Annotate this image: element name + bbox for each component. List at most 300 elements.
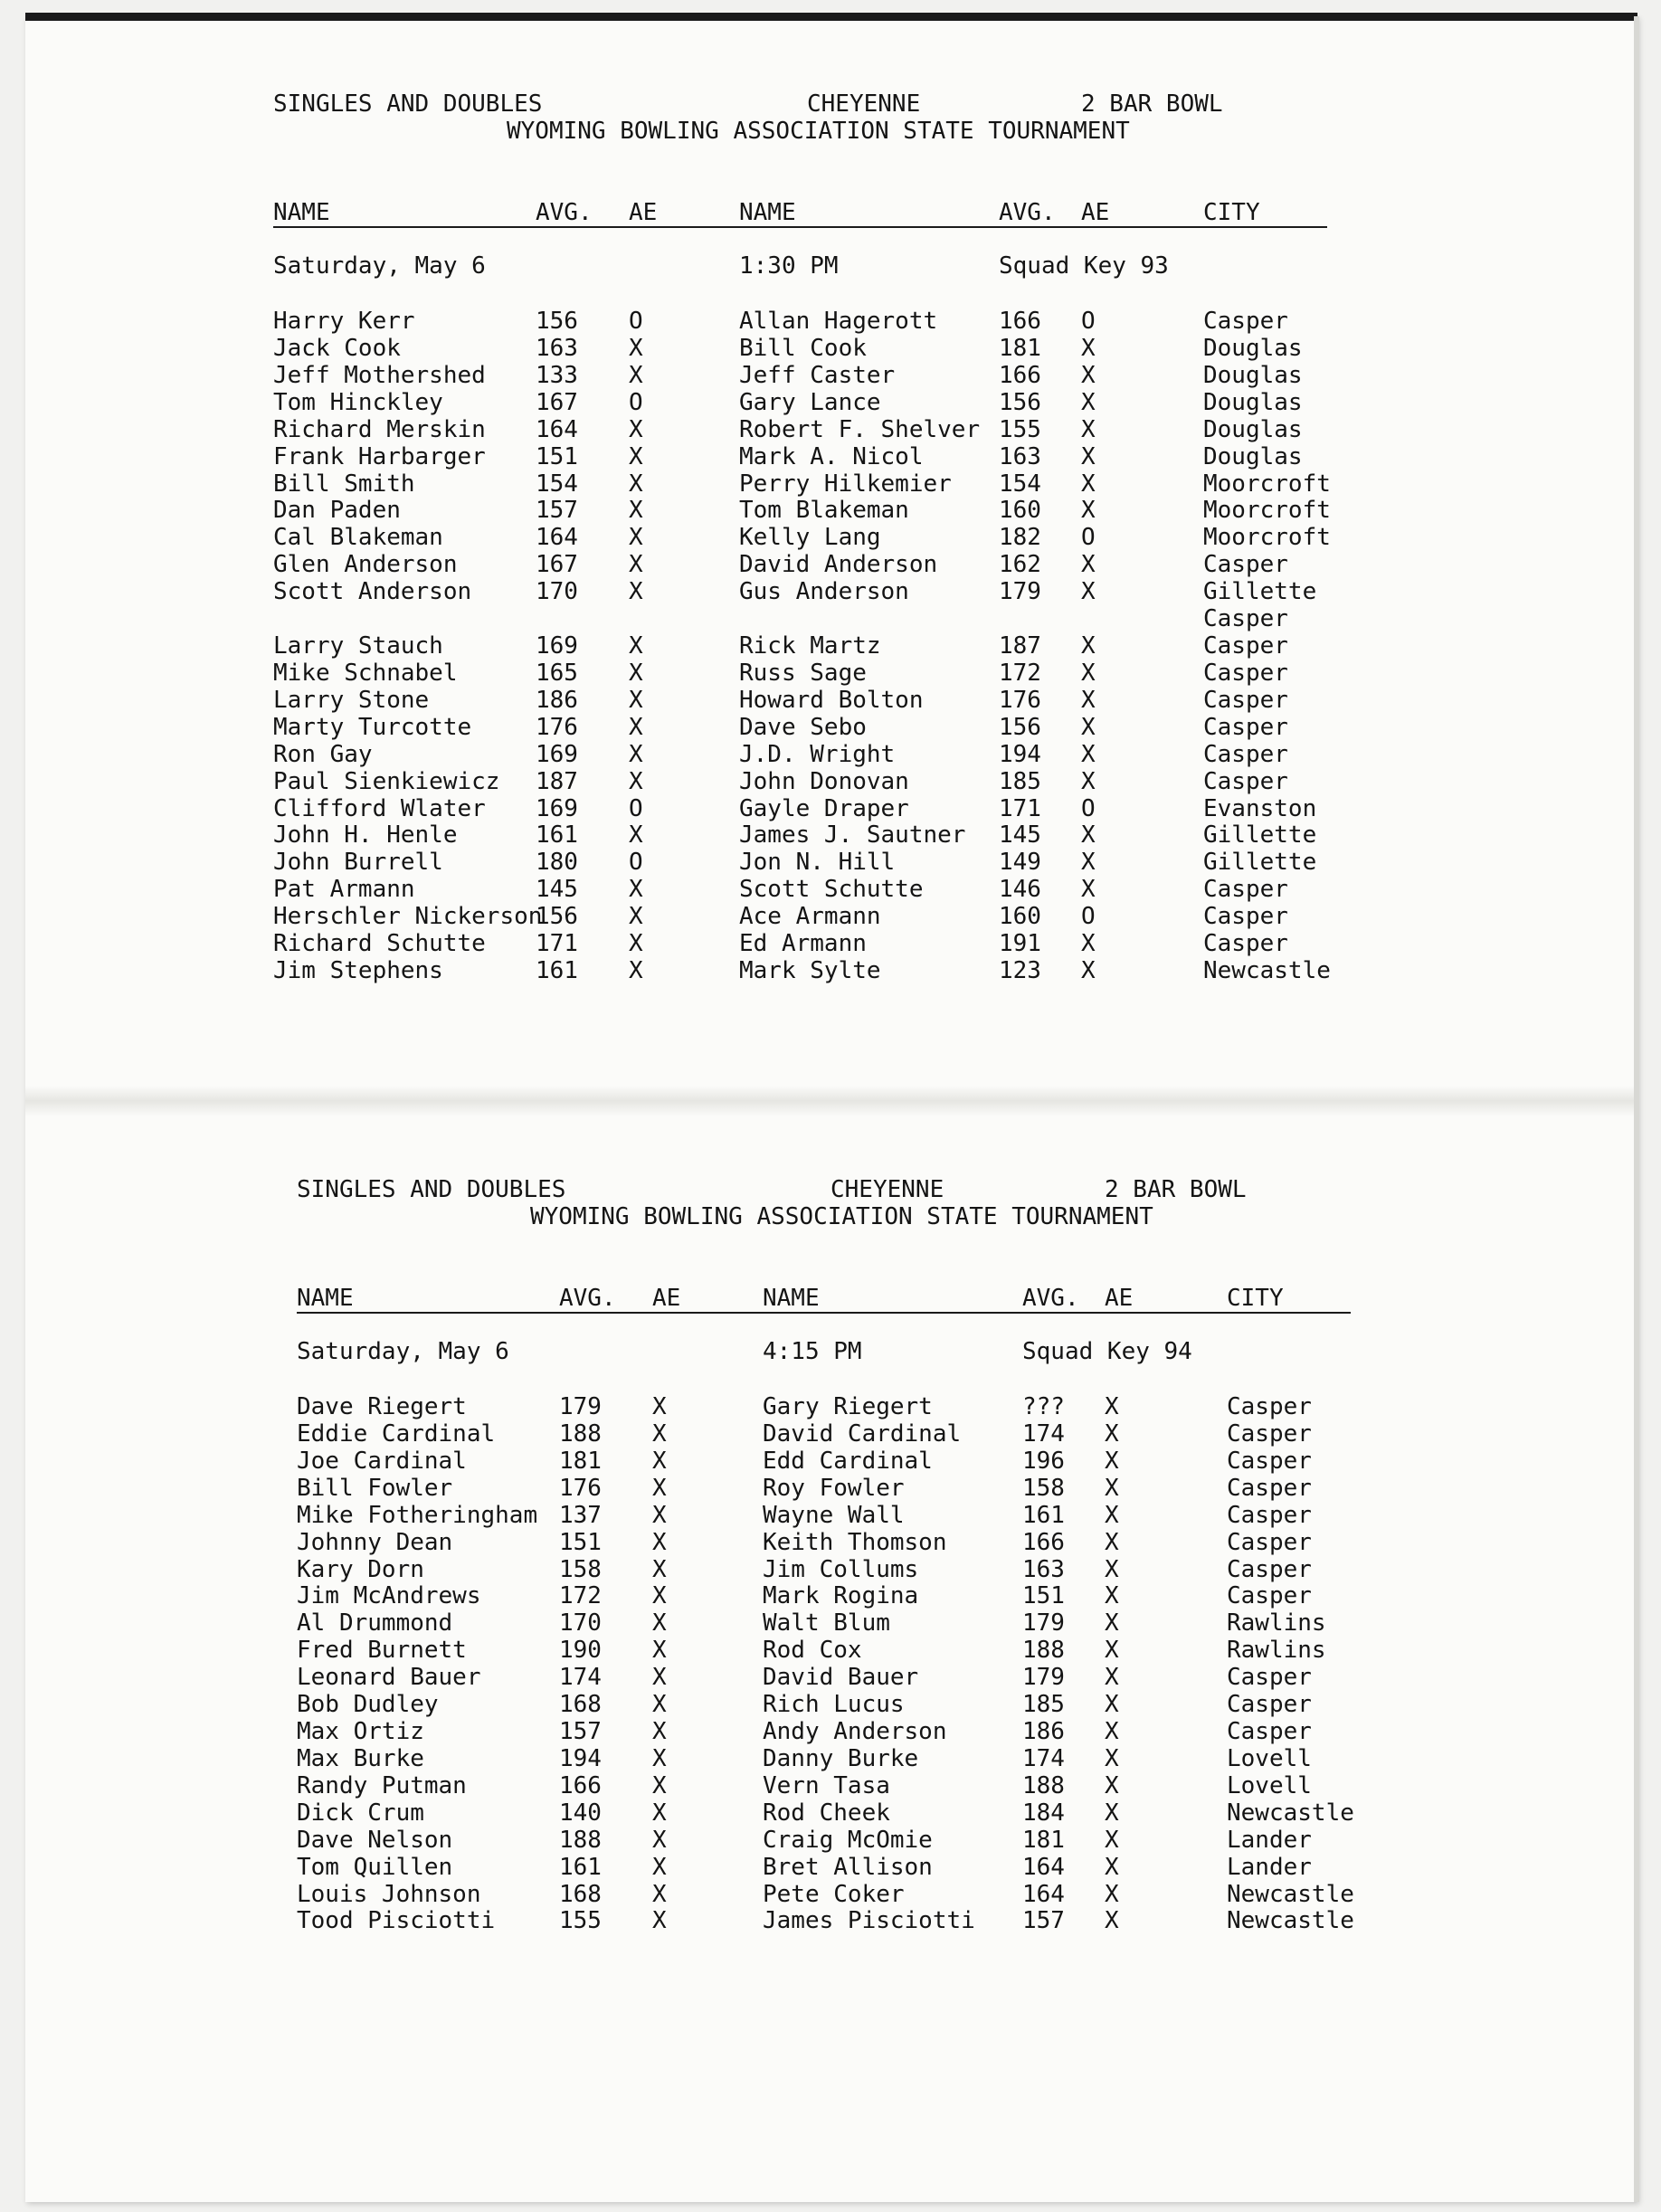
cell-n2: Andy Anderson xyxy=(763,1718,947,1746)
cell-a2: 145 xyxy=(999,821,1041,850)
cell-e1: X xyxy=(652,1419,667,1448)
cell-e1: O xyxy=(629,388,643,416)
table-row xyxy=(297,1556,1473,1583)
tournament-title: WYOMING BOWLING ASSOCIATION STATE TOURNAMENT xyxy=(530,1203,1153,1230)
cell-n1: Dick Crum xyxy=(297,1799,424,1827)
cell-n2: David Bauer xyxy=(763,1664,919,1692)
cell-n1: Mike Fotheringham xyxy=(297,1501,538,1529)
cell-a2: 194 xyxy=(999,740,1041,768)
cell-a1: 165 xyxy=(536,659,578,687)
cell-a1: 167 xyxy=(536,551,578,579)
cell-n1: Cal Blakeman xyxy=(273,524,443,552)
table-row xyxy=(273,308,1449,335)
column-header-avg1: AVG. xyxy=(536,199,593,226)
cell-city: Casper xyxy=(1227,1555,1312,1583)
cell-a2: 166 xyxy=(999,361,1041,389)
cell-e1: O xyxy=(629,849,643,877)
cell-a2: 156 xyxy=(999,388,1041,416)
cell-n2: James J. Sautner xyxy=(739,821,966,850)
cell-a1: 140 xyxy=(559,1799,602,1827)
cell-city: Lander xyxy=(1227,1853,1312,1881)
squad-info xyxy=(273,252,1449,280)
cell-n1: Dave Riegert xyxy=(297,1393,467,1420)
table-row xyxy=(297,1907,1473,1934)
cell-a2: 179 xyxy=(1022,1609,1065,1638)
cell-e2: X xyxy=(1081,442,1096,470)
cell-n1: Tood Pisciotti xyxy=(297,1907,496,1935)
cell-a2: 156 xyxy=(999,713,1041,741)
cell-e1: X xyxy=(652,1637,667,1665)
cell-city: Moorcroft xyxy=(1203,497,1331,525)
cell-a2: 166 xyxy=(1022,1528,1065,1556)
cell-e1: X xyxy=(629,551,643,579)
cell-a1: 169 xyxy=(536,740,578,768)
cell-e2: X xyxy=(1105,1907,1119,1935)
cell-city: Casper xyxy=(1227,1718,1312,1746)
cell-e2: X xyxy=(1081,957,1096,985)
table-row xyxy=(297,1448,1473,1475)
cell-a2: 149 xyxy=(999,849,1041,877)
cell-n1: Frank Harbarger xyxy=(273,442,486,470)
cell-a1: 164 xyxy=(536,415,578,443)
cell-a1: 164 xyxy=(536,524,578,552)
cell-e1: O xyxy=(629,308,643,335)
cell-e2: X xyxy=(1081,876,1096,904)
table-row xyxy=(273,930,1449,957)
cell-e2: X xyxy=(1081,930,1096,958)
cell-e1: X xyxy=(652,1528,667,1556)
column-header-name2: NAME xyxy=(739,199,796,226)
cell-n2: Russ Sage xyxy=(739,659,867,687)
squad-time: 4:15 PM xyxy=(763,1338,862,1365)
cell-city: Casper xyxy=(1227,1664,1312,1692)
column-header-ae1: AE xyxy=(652,1285,681,1312)
cell-a1: 163 xyxy=(536,334,578,362)
cell-n1: John H. Henle xyxy=(273,821,458,850)
cell-a2: 181 xyxy=(999,334,1041,362)
cell-n1: Paul Sienkiewicz xyxy=(273,767,500,795)
cell-n2: Vern Tasa xyxy=(763,1771,890,1799)
cell-city: Casper xyxy=(1203,740,1288,768)
cell-n2: Rick Martz xyxy=(739,632,881,660)
cell-e2: O xyxy=(1081,903,1096,931)
cell-a1: 145 xyxy=(536,876,578,904)
cell-e2: X xyxy=(1105,1419,1119,1448)
cell-e1: X xyxy=(652,1447,667,1475)
cell-e1: X xyxy=(629,903,643,931)
cell-e1: X xyxy=(652,1501,667,1529)
cell-city: Evanston xyxy=(1203,794,1317,822)
table-row xyxy=(273,389,1449,416)
cell-e2: X xyxy=(1081,686,1096,714)
table-row xyxy=(273,335,1449,362)
cell-n1: Kary Dorn xyxy=(297,1555,424,1583)
cell-n2: Tom Blakeman xyxy=(739,497,909,525)
cell-a1: 161 xyxy=(559,1853,602,1881)
cell-n2: J.D. Wright xyxy=(739,740,896,768)
cell-n1: Louis Johnson xyxy=(297,1880,481,1908)
column-header-ae2: AE xyxy=(1105,1285,1134,1312)
cell-e1: X xyxy=(652,1691,667,1719)
cell-city: Douglas xyxy=(1203,415,1303,443)
cell-e2: X xyxy=(1105,1744,1119,1772)
table-row xyxy=(273,768,1449,795)
cell-a2: 151 xyxy=(1022,1582,1065,1610)
cell-a2: 179 xyxy=(999,578,1041,606)
event-location: CHEYENNE xyxy=(807,90,921,118)
cell-a1: 154 xyxy=(536,470,578,498)
cell-e2: X xyxy=(1081,578,1096,606)
cell-e2: X xyxy=(1105,1664,1119,1692)
cell-a2: 196 xyxy=(1022,1447,1065,1475)
cell-city: Casper xyxy=(1203,659,1288,687)
cell-e1: X xyxy=(629,957,643,985)
cell-e1: X xyxy=(629,632,643,660)
cell-n2: Gayle Draper xyxy=(739,794,909,822)
cell-e2: X xyxy=(1105,1637,1119,1665)
cell-e2: O xyxy=(1081,524,1096,552)
squad-key: Squad Key 93 xyxy=(999,252,1169,280)
event-venue: 2 BAR BOWL xyxy=(1105,1176,1247,1203)
cell-city: Casper xyxy=(1227,1528,1312,1556)
cell-e1: X xyxy=(652,1771,667,1799)
cell-e1: X xyxy=(629,578,643,606)
cell-e1: X xyxy=(629,659,643,687)
table-row xyxy=(297,1393,1473,1420)
cell-e1: X xyxy=(652,1393,667,1420)
cell-a2: 158 xyxy=(1022,1474,1065,1502)
table-row xyxy=(273,821,1449,849)
cell-n2: Mark Rogina xyxy=(763,1582,919,1610)
cell-city: Casper xyxy=(1203,903,1288,931)
cell-a1: 155 xyxy=(559,1907,602,1935)
squad-date: Saturday, May 6 xyxy=(273,252,486,280)
table-row xyxy=(297,1772,1473,1799)
cell-a1: 151 xyxy=(559,1528,602,1556)
cell-a1: 157 xyxy=(536,497,578,525)
cell-n1: Ron Gay xyxy=(273,740,373,768)
cell-n2: David Anderson xyxy=(739,551,938,579)
cell-a2: 184 xyxy=(1022,1799,1065,1827)
cell-n1: Dave Nelson xyxy=(297,1826,453,1854)
cell-n2: James Pisciotti xyxy=(763,1907,975,1935)
column-header-name1: NAME xyxy=(297,1285,354,1312)
page-fold xyxy=(25,1086,1637,1116)
cell-a1: 137 xyxy=(559,1501,602,1529)
cell-n1: Glen Anderson xyxy=(273,551,458,579)
cell-e2: X xyxy=(1081,740,1096,768)
cell-n2: Bill Cook xyxy=(739,334,867,362)
cell-a2: 188 xyxy=(1022,1771,1065,1799)
cell-a2: 123 xyxy=(999,957,1041,985)
cell-a1: 174 xyxy=(559,1664,602,1692)
cell-n1: Tom Quillen xyxy=(297,1853,453,1881)
cell-city: Casper xyxy=(1227,1582,1312,1610)
cell-city: Rawlins xyxy=(1227,1609,1326,1638)
cell-city: Casper xyxy=(1203,308,1288,335)
cell-n1: John Burrell xyxy=(273,849,443,877)
cell-a2: 163 xyxy=(999,442,1041,470)
cell-n1: Johnny Dean xyxy=(297,1528,453,1556)
cell-n1: Bill Fowler xyxy=(297,1474,453,1502)
squad-date: Saturday, May 6 xyxy=(297,1338,509,1365)
cell-e2: X xyxy=(1105,1555,1119,1583)
cell-e2: X xyxy=(1081,388,1096,416)
cell-e1: X xyxy=(652,1555,667,1583)
cell-e1: X xyxy=(652,1744,667,1772)
cell-n1: Jim Stephens xyxy=(273,957,443,985)
table-row xyxy=(273,957,1449,984)
cell-e1: X xyxy=(652,1880,667,1908)
cell-e2: X xyxy=(1105,1474,1119,1502)
cell-a2: 179 xyxy=(1022,1664,1065,1692)
column-header-name2: NAME xyxy=(763,1285,820,1312)
cell-a2: 174 xyxy=(1022,1419,1065,1448)
page-edge xyxy=(1634,16,1639,2202)
cell-n1: Jeff Mothershed xyxy=(273,361,486,389)
table-row xyxy=(273,551,1449,578)
cell-n2: Craig McOmie xyxy=(763,1826,933,1854)
cell-a2: 166 xyxy=(999,308,1041,335)
cell-e2: X xyxy=(1081,821,1096,850)
cell-a1: 133 xyxy=(536,361,578,389)
cell-e1: X xyxy=(629,767,643,795)
cell-n2: Rich Lucus xyxy=(763,1691,905,1719)
cell-n1: Leonard Bauer xyxy=(297,1664,481,1692)
cell-a1: 186 xyxy=(536,686,578,714)
cell-e2: X xyxy=(1105,1771,1119,1799)
cell-a1: 180 xyxy=(536,849,578,877)
cell-e2: X xyxy=(1105,1691,1119,1719)
cell-a2: 162 xyxy=(999,551,1041,579)
table-row xyxy=(297,1881,1473,1908)
cell-city: Newcastle xyxy=(1227,1880,1354,1908)
column-header-city: CITY xyxy=(1203,199,1260,226)
cell-e1: X xyxy=(629,524,643,552)
cell-city: Gillette xyxy=(1203,821,1317,850)
cell-n2: Keith Thomson xyxy=(763,1528,947,1556)
cell-a1: 161 xyxy=(536,821,578,850)
cell-a1: 156 xyxy=(536,308,578,335)
cell-e1: X xyxy=(629,713,643,741)
cell-e2: X xyxy=(1105,1501,1119,1529)
cell-city: Newcastle xyxy=(1203,957,1331,985)
cell-e1: X xyxy=(629,686,643,714)
cell-e2: O xyxy=(1081,794,1096,822)
cell-n1: Tom Hinckley xyxy=(273,388,443,416)
cell-n1: Eddie Cardinal xyxy=(297,1419,496,1448)
cell-e1: X xyxy=(629,442,643,470)
cell-e1: X xyxy=(652,1664,667,1692)
table-row xyxy=(297,1502,1473,1529)
table-row xyxy=(273,795,1449,822)
cell-city: Casper xyxy=(1203,605,1288,633)
cell-n2: Gary Lance xyxy=(739,388,881,416)
table-row xyxy=(273,660,1449,687)
cell-n1: Scott Anderson xyxy=(273,578,472,606)
table-row xyxy=(273,443,1449,470)
cell-e1: X xyxy=(652,1609,667,1638)
cell-n1: Mike Schnabel xyxy=(273,659,458,687)
cell-a2: 164 xyxy=(1022,1880,1065,1908)
cell-n1: Joe Cardinal xyxy=(297,1447,467,1475)
cell-e1: X xyxy=(629,930,643,958)
column-header-city: CITY xyxy=(1227,1285,1284,1312)
cell-n2: Danny Burke xyxy=(763,1744,919,1772)
cell-e2: X xyxy=(1081,334,1096,362)
top-edge-line xyxy=(25,13,1637,21)
cell-n2: Allan Hagerott xyxy=(739,308,938,335)
tournament-header xyxy=(297,1203,1473,1230)
cell-a1: 168 xyxy=(559,1691,602,1719)
cell-city: Casper xyxy=(1203,930,1288,958)
cell-city: Douglas xyxy=(1203,361,1303,389)
cell-n2: David Cardinal xyxy=(763,1419,962,1448)
table-row xyxy=(297,1529,1473,1556)
cell-a1: 169 xyxy=(536,794,578,822)
cell-n2: Mark Sylte xyxy=(739,957,881,985)
column-header-avg2: AVG. xyxy=(999,199,1056,226)
cell-n2: Jeff Caster xyxy=(739,361,896,389)
cell-a1: 176 xyxy=(536,713,578,741)
cell-n1: Bob Dudley xyxy=(297,1691,439,1719)
cell-n2: Ed Armann xyxy=(739,930,867,958)
cell-e1: X xyxy=(652,1853,667,1881)
cell-city: Moorcroft xyxy=(1203,524,1331,552)
cell-a1: 157 xyxy=(559,1718,602,1746)
cell-a1: 158 xyxy=(559,1555,602,1583)
cell-n2: Jon N. Hill xyxy=(739,849,896,877)
cell-n1: Herschler Nickerson xyxy=(273,903,543,931)
cell-n2: Scott Schutte xyxy=(739,876,924,904)
cell-n1: Bill Smith xyxy=(273,470,415,498)
cell-city: Rawlins xyxy=(1227,1637,1326,1665)
table-row xyxy=(273,903,1449,930)
cell-city: Casper xyxy=(1227,1447,1312,1475)
cell-n1: Jim McAndrews xyxy=(297,1582,481,1610)
cell-e1: X xyxy=(652,1799,667,1827)
cell-n2: Rod Cheek xyxy=(763,1799,890,1827)
cell-a2: 172 xyxy=(999,659,1041,687)
table-row xyxy=(297,1745,1473,1772)
cell-city: Lovell xyxy=(1227,1771,1312,1799)
table-row xyxy=(297,1827,1473,1854)
cell-city: Casper xyxy=(1203,767,1288,795)
tournament-header xyxy=(273,118,1449,145)
column-headers xyxy=(273,199,1449,226)
cell-e1: O xyxy=(629,794,643,822)
table-row xyxy=(273,849,1449,876)
cell-e1: X xyxy=(629,361,643,389)
cell-e2: X xyxy=(1105,1528,1119,1556)
cell-n2: Wayne Wall xyxy=(763,1501,905,1529)
cell-a2: 161 xyxy=(1022,1501,1065,1529)
table-row xyxy=(297,1609,1473,1637)
cell-n1: Max Ortiz xyxy=(297,1718,424,1746)
cell-a2: 185 xyxy=(999,767,1041,795)
cell-a2: 154 xyxy=(999,470,1041,498)
cell-city: Moorcroft xyxy=(1203,470,1331,498)
cell-a1: 187 xyxy=(536,767,578,795)
cell-a1: 170 xyxy=(536,578,578,606)
table-row xyxy=(297,1420,1473,1448)
cell-e1: X xyxy=(652,1907,667,1935)
cell-e1: X xyxy=(629,497,643,525)
cell-a2: 160 xyxy=(999,903,1041,931)
column-header-name1: NAME xyxy=(273,199,330,226)
cell-n2: Bret Allison xyxy=(763,1853,933,1881)
cell-city: Douglas xyxy=(1203,334,1303,362)
cell-e2: O xyxy=(1081,308,1096,335)
table-row xyxy=(297,1718,1473,1745)
cell-a1: 179 xyxy=(559,1393,602,1420)
cell-e2: X xyxy=(1081,659,1096,687)
cell-n2: Gary Riegert xyxy=(763,1393,933,1420)
table-row xyxy=(297,1582,1473,1609)
table-row xyxy=(273,470,1449,498)
cell-a2: 160 xyxy=(999,497,1041,525)
table-row xyxy=(273,605,1449,632)
cell-e2: X xyxy=(1105,1853,1119,1881)
table-row xyxy=(273,362,1449,389)
cell-a2: 176 xyxy=(999,686,1041,714)
cell-n1: Pat Armann xyxy=(273,876,415,904)
cell-n1: Harry Kerr xyxy=(273,308,415,335)
cell-e2: X xyxy=(1081,713,1096,741)
cell-a2: 174 xyxy=(1022,1744,1065,1772)
cell-a2: 155 xyxy=(999,415,1041,443)
cell-e1: X xyxy=(629,470,643,498)
table-row xyxy=(273,687,1449,714)
cell-a2: 185 xyxy=(1022,1691,1065,1719)
cell-n1: Jack Cook xyxy=(273,334,401,362)
table-row xyxy=(273,497,1449,524)
cell-a2: 146 xyxy=(999,876,1041,904)
cell-a1: 170 xyxy=(559,1609,602,1638)
cell-a1: 169 xyxy=(536,632,578,660)
cell-a1: 156 xyxy=(536,903,578,931)
cell-e2: X xyxy=(1105,1447,1119,1475)
cell-e1: X xyxy=(629,821,643,850)
cell-a1: 188 xyxy=(559,1826,602,1854)
cell-n2: Perry Hilkemier xyxy=(739,470,952,498)
cell-e1: X xyxy=(652,1718,667,1746)
cell-city: Douglas xyxy=(1203,388,1303,416)
cell-e2: X xyxy=(1081,361,1096,389)
table-row xyxy=(273,416,1449,443)
cell-a2: 171 xyxy=(999,794,1041,822)
cell-e2: X xyxy=(1105,1799,1119,1827)
cell-n2: Dave Sebo xyxy=(739,713,867,741)
column-header-ae1: AE xyxy=(629,199,658,226)
tournament-title: WYOMING BOWLING ASSOCIATION STATE TOURNAMENT xyxy=(507,118,1130,145)
cell-n1: Marty Turcotte xyxy=(273,713,472,741)
event-venue: 2 BAR BOWL xyxy=(1081,90,1223,118)
cell-e2: X xyxy=(1081,632,1096,660)
cell-a1: 194 xyxy=(559,1744,602,1772)
cell-n2: John Donovan xyxy=(739,767,909,795)
cell-a2: 186 xyxy=(1022,1718,1065,1746)
cell-e2: X xyxy=(1081,415,1096,443)
cell-city: Douglas xyxy=(1203,442,1303,470)
cell-e1: X xyxy=(629,415,643,443)
cell-n2: Jim Collums xyxy=(763,1555,919,1583)
cell-n2: Roy Fowler xyxy=(763,1474,905,1502)
cell-a2: 181 xyxy=(1022,1826,1065,1854)
cell-n2: Ace Armann xyxy=(739,903,881,931)
cell-a1: 167 xyxy=(536,388,578,416)
squad-key: Squad Key 94 xyxy=(1022,1338,1192,1365)
